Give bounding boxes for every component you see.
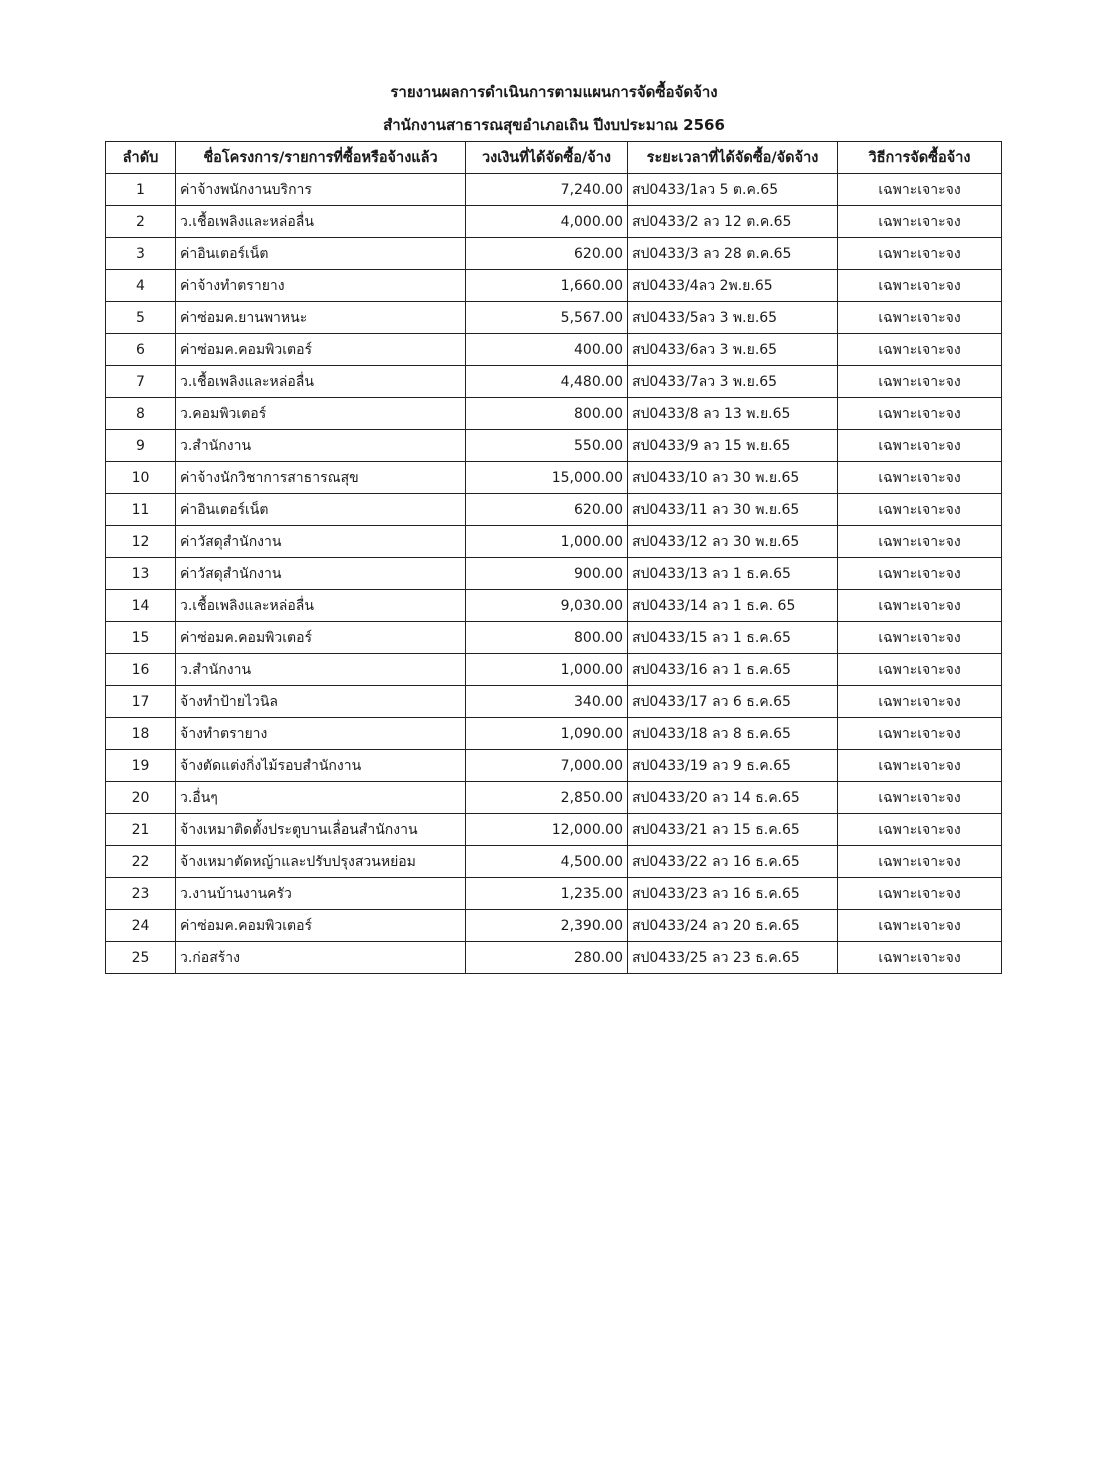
procurement-reference: สป0433/4ลว 2พ.ย.65 [628,270,838,302]
amount: 4,000.00 [466,206,628,238]
header-period: ระยะเวลาที่ได้จัดซื้อ/จัดจ้าง [628,142,838,174]
procurement-reference: สป0433/21 ลว 15 ธ.ค.65 [628,814,838,846]
amount: 5,567.00 [466,302,628,334]
row-number: 23 [106,878,176,910]
procurement-method: เฉพาะเจาะจง [838,942,1002,974]
table-row [106,558,1002,590]
procurement-method: เฉพาะเจาะจง [838,686,1002,718]
table-row [106,846,1002,878]
row-number: 22 [106,846,176,878]
table-row [106,910,1002,942]
procurement-reference: สป0433/5ลว 3 พ.ย.65 [628,302,838,334]
row-number: 10 [106,462,176,494]
procurement-reference: สป0433/17 ลว 6 ธ.ค.65 [628,686,838,718]
table-row [106,590,1002,622]
procurement-method: เฉพาะเจาะจง [838,910,1002,942]
table-row [106,878,1002,910]
procurement-method: เฉพาะเจาะจง [838,238,1002,270]
item-name: จ้างตัดแต่งกิ่งไม้รอบสำนักงาน [176,750,466,782]
procurement-reference: สป0433/10 ลว 30 พ.ย.65 [628,462,838,494]
procurement-reference: สป0433/16 ลว 1 ธ.ค.65 [628,654,838,686]
item-name: ว.เชื้อเพลิงและหล่อลื่น [176,206,466,238]
procurement-reference: สป0433/2 ลว 12 ต.ค.65 [628,206,838,238]
item-name: ค่าอินเตอร์เน็ต [176,238,466,270]
row-number: 8 [106,398,176,430]
amount: 550.00 [466,430,628,462]
item-name: จ้างทำป้ายไวนิล [176,686,466,718]
procurement-method: เฉพาะเจาะจง [838,558,1002,590]
table-row [106,782,1002,814]
procurement-method: เฉพาะเจาะจง [838,494,1002,526]
procurement-reference: สป0433/1ลว 5 ต.ค.65 [628,174,838,206]
row-number: 21 [106,814,176,846]
amount: 7,000.00 [466,750,628,782]
item-name: ค่าจ้างพนักงานบริการ [176,174,466,206]
table-row [106,750,1002,782]
procurement-reference: สป0433/22 ลว 16 ธ.ค.65 [628,846,838,878]
table-row [106,654,1002,686]
amount: 1,000.00 [466,526,628,558]
procurement-method: เฉพาะเจาะจง [838,270,1002,302]
table-row [106,718,1002,750]
row-number: 14 [106,590,176,622]
amount: 15,000.00 [466,462,628,494]
row-number: 13 [106,558,176,590]
table-row [106,494,1002,526]
procurement-reference: สป0433/9 ลว 15 พ.ย.65 [628,430,838,462]
procurement-reference: สป0433/8 ลว 13 พ.ย.65 [628,398,838,430]
item-name: ว.ก่อสร้าง [176,942,466,974]
procurement-method: เฉพาะเจาะจง [838,814,1002,846]
row-number: 15 [106,622,176,654]
procurement-reference: สป0433/7ลว 3 พ.ย.65 [628,366,838,398]
amount: 7,240.00 [466,174,628,206]
amount: 12,000.00 [466,814,628,846]
procurement-reference: สป0433/18 ลว 8 ธ.ค.65 [628,718,838,750]
table-row [106,270,1002,302]
amount: 4,480.00 [466,366,628,398]
row-number: 20 [106,782,176,814]
row-number: 2 [106,206,176,238]
procurement-method: เฉพาะเจาะจง [838,622,1002,654]
table-row [106,334,1002,366]
table-row [106,814,1002,846]
table-row [106,462,1002,494]
amount: 800.00 [466,622,628,654]
procurement-method: เฉพาะเจาะจง [838,750,1002,782]
procurement-reference: สป0433/3 ลว 28 ต.ค.65 [628,238,838,270]
item-name: ค่าซ่อมค.ยานพาหนะ [176,302,466,334]
row-number: 16 [106,654,176,686]
procurement-method: เฉพาะเจาะจง [838,654,1002,686]
table-row [106,526,1002,558]
procurement-method: เฉพาะเจาะจง [838,302,1002,334]
procurement-reference: สป0433/15 ลว 1 ธ.ค.65 [628,622,838,654]
item-name: ค่าวัสดุสำนักงาน [176,526,466,558]
procurement-reference: สป0433/25 ลว 23 ธ.ค.65 [628,942,838,974]
procurement-method: เฉพาะเจาะจง [838,174,1002,206]
item-name: ค่าอินเตอร์เน็ต [176,494,466,526]
item-name: ค่าวัสดุสำนักงาน [176,558,466,590]
row-number: 24 [106,910,176,942]
procurement-reference: สป0433/19 ลว 9 ธ.ค.65 [628,750,838,782]
amount: 9,030.00 [466,590,628,622]
amount: 1,000.00 [466,654,628,686]
amount: 2,850.00 [466,782,628,814]
procurement-reference: สป0433/20 ลว 14 ธ.ค.65 [628,782,838,814]
row-number: 4 [106,270,176,302]
procurement-method: เฉพาะเจาะจง [838,206,1002,238]
table-row [106,942,1002,974]
table-row [106,686,1002,718]
amount: 1,090.00 [466,718,628,750]
procurement-reference: สป0433/13 ลว 1 ธ.ค.65 [628,558,838,590]
procurement-method: เฉพาะเจาะจง [838,462,1002,494]
item-name: ว.สำนักงาน [176,430,466,462]
row-number: 12 [106,526,176,558]
table-body [106,174,1002,974]
row-number: 7 [106,366,176,398]
amount: 1,660.00 [466,270,628,302]
procurement-method: เฉพาะเจาะจง [838,334,1002,366]
item-name: ค่าจ้างนักวิชาการสาธารณสุข [176,462,466,494]
procurement-method: เฉพาะเจาะจง [838,846,1002,878]
item-name: ว.งานบ้านงานครัว [176,878,466,910]
row-number: 17 [106,686,176,718]
row-number: 9 [106,430,176,462]
table-row [106,302,1002,334]
procurement-reference: สป0433/11 ลว 30 พ.ย.65 [628,494,838,526]
procurement-method: เฉพาะเจาะจง [838,366,1002,398]
item-name: ค่าจ้างทำตรายาง [176,270,466,302]
row-number: 1 [106,174,176,206]
table-row [106,430,1002,462]
item-name: ค่าซ่อมค.คอมพิวเตอร์ [176,910,466,942]
amount: 4,500.00 [466,846,628,878]
procurement-reference: สป0433/12 ลว 30 พ.ย.65 [628,526,838,558]
item-name: ว.อื่นๆ [176,782,466,814]
item-name: ค่าซ่อมค.คอมพิวเตอร์ [176,622,466,654]
procurement-method: เฉพาะเจาะจง [838,782,1002,814]
procurement-reference: สป0433/24 ลว 20 ธ.ค.65 [628,910,838,942]
procurement-method: เฉพาะเจาะจง [838,526,1002,558]
procurement-method: เฉพาะเจาะจง [838,590,1002,622]
table-row [106,398,1002,430]
row-number: 19 [106,750,176,782]
report-title: รายงานผลการดำเนินการตามแผนการจัดซื้อจัดจ้าง [390,83,718,101]
table-row [106,174,1002,206]
table-row [106,206,1002,238]
amount: 280.00 [466,942,628,974]
procurement-method: เฉพาะเจาะจง [838,398,1002,430]
procurement-reference: สป0433/23 ลว 16 ธ.ค.65 [628,878,838,910]
header-amount: วงเงินที่ได้จัดซื้อ/จ้าง [466,142,628,174]
amount: 1,235.00 [466,878,628,910]
amount: 620.00 [466,494,628,526]
amount: 400.00 [466,334,628,366]
table-row [106,366,1002,398]
row-number: 18 [106,718,176,750]
table-row [106,238,1002,270]
amount: 340.00 [466,686,628,718]
procurement-method: เฉพาะเจาะจง [838,430,1002,462]
header-method: วิธีการจัดซื้อจ้าง [838,142,1002,174]
amount: 900.00 [466,558,628,590]
item-name: จ้างทำตรายาง [176,718,466,750]
row-number: 6 [106,334,176,366]
amount: 2,390.00 [466,910,628,942]
row-number: 11 [106,494,176,526]
item-name: ว.คอมพิวเตอร์ [176,398,466,430]
procurement-method: เฉพาะเจาะจง [838,878,1002,910]
row-number: 25 [106,942,176,974]
procurement-reference: สป0433/6ลว 3 พ.ย.65 [628,334,838,366]
table-row [106,622,1002,654]
header-row [106,142,1002,174]
report-subtitle: สำนักงานสาธารณสุขอำเภอเถิน ปีงบประมาณ 2566 [383,116,725,134]
item-name: จ้างเหมาติดตั้งประตูบานเลื่อนสำนักงาน [176,814,466,846]
item-name: ว.เชื้อเพลิงและหล่อลื่น [176,366,466,398]
row-number: 5 [106,302,176,334]
amount: 800.00 [466,398,628,430]
item-name: ค่าซ่อมค.คอมพิวเตอร์ [176,334,466,366]
procurement-table [105,141,1002,974]
procurement-reference: สป0433/14 ลว 1 ธ.ค. 65 [628,590,838,622]
amount: 620.00 [466,238,628,270]
header-no: ลำดับ [106,142,176,174]
item-name: ว.สำนักงาน [176,654,466,686]
procurement-method: เฉพาะเจาะจง [838,718,1002,750]
row-number: 3 [106,238,176,270]
item-name: ว.เชื้อเพลิงและหล่อลื่น [176,590,466,622]
header-name: ชื่อโครงการ/รายการที่ซื้อหรือจ้างแล้ว [176,142,466,174]
item-name: จ้างเหมาตัดหญ้าและปรับปรุงสวนหย่อม [176,846,466,878]
